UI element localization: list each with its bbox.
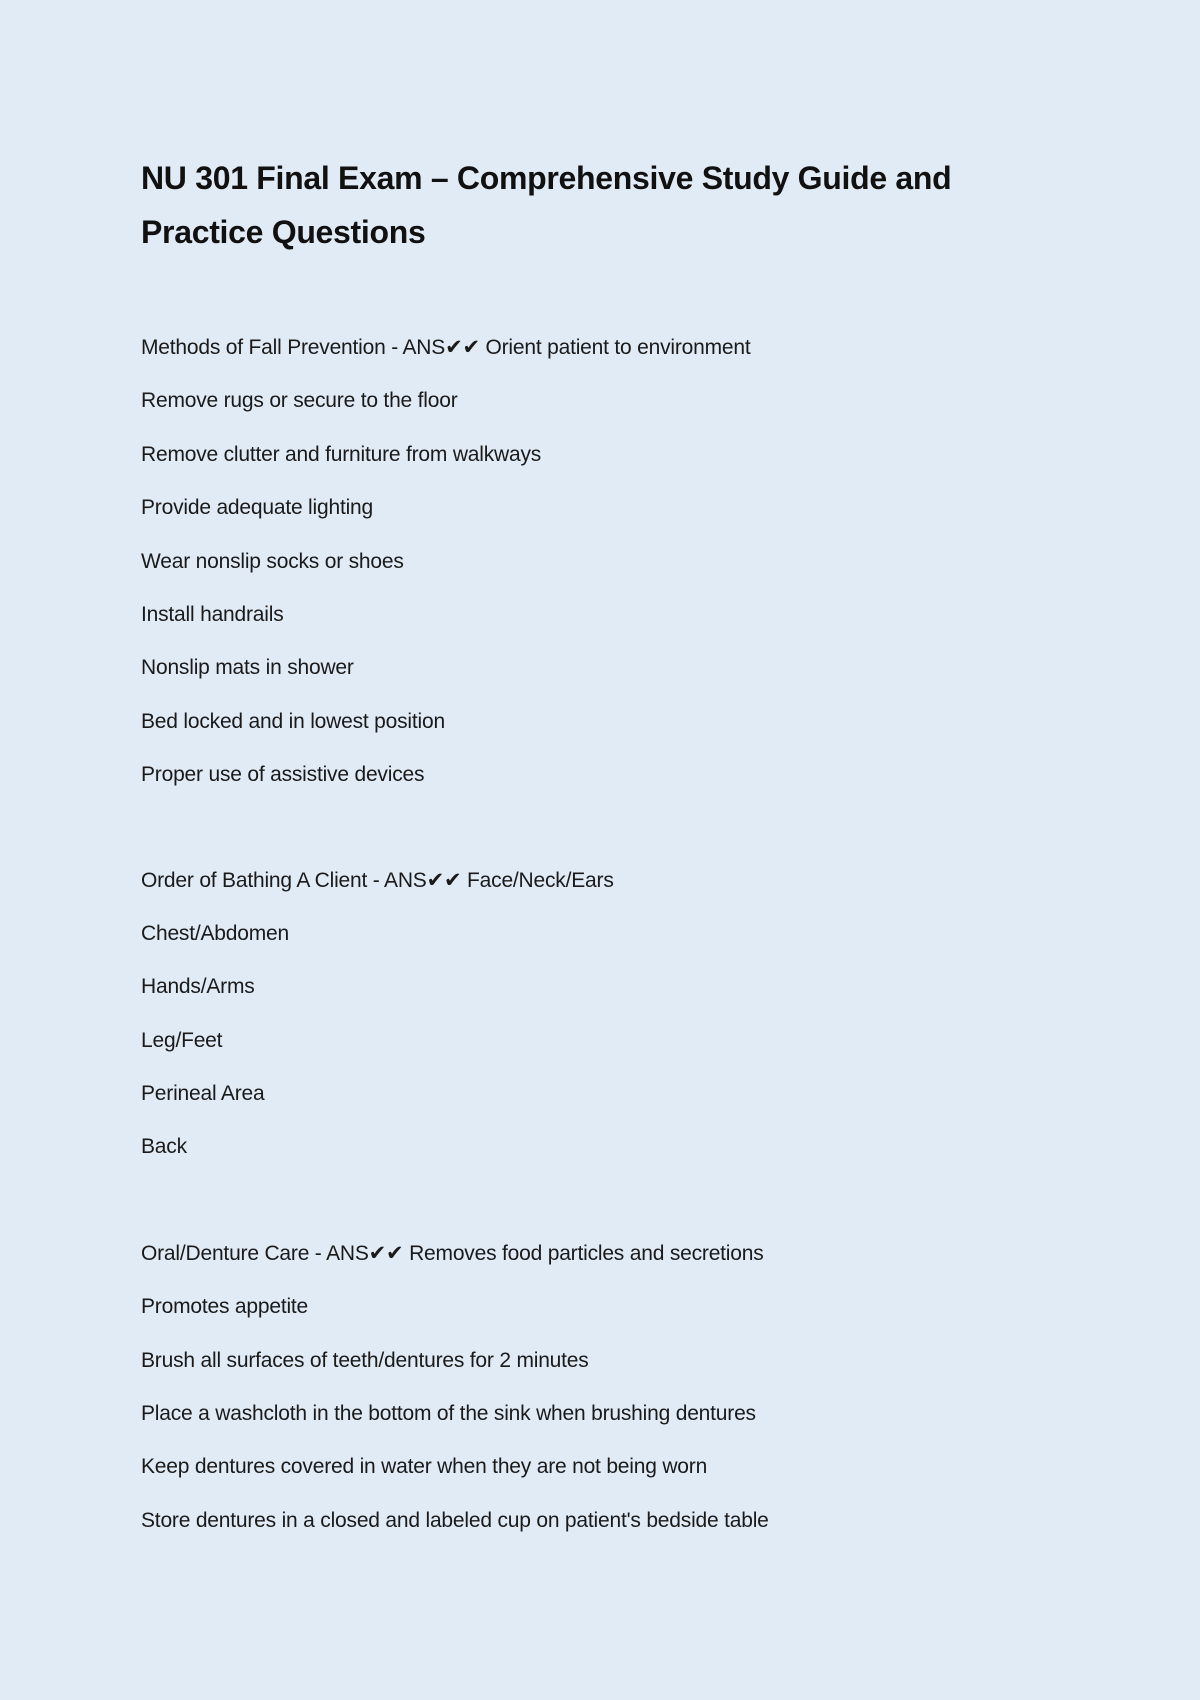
- answer-line: Keep dentures covered in water when they are not being worn: [141, 1455, 708, 1479]
- answer-line: Store dentures in a closed and labeled cup on patient's bedside table: [141, 1508, 769, 1532]
- answer-line: Chest/Abdomen: [141, 921, 289, 945]
- question-line: Methods of Fall Prevention - ANS✔✔ Orient patient to environment: [141, 336, 751, 359]
- answer-line: Wear nonslip socks or shoes: [141, 549, 404, 573]
- section-bathing-order: [141, 854, 1080, 1174]
- answer-line: Place a washcloth in the bottom of the sink when brushing dentures: [141, 1402, 756, 1426]
- question-line: Order of Bathing A Client - ANS✔✔ Face/Neck/Ears: [141, 868, 614, 892]
- answer-line: Proper use of assistive devices: [141, 763, 425, 787]
- answer-line: Leg/Feet: [141, 1028, 223, 1052]
- answer-line: Brush all surfaces of teeth/dentures for 2 minutes: [141, 1348, 589, 1372]
- section-oral-denture-care: [141, 1227, 1080, 1547]
- answer-line: Promotes appetite: [141, 1295, 309, 1319]
- answer-line: Remove clutter and furniture from walkways: [141, 442, 542, 466]
- section-fall-prevention: [141, 321, 1080, 802]
- answer-line: Remove rugs or secure to the floor: [141, 389, 458, 413]
- document-title: NU 301 Final Exam – Comprehensive Study Guide and Practice Questions: [141, 160, 952, 250]
- answer-line: Install handrails: [141, 602, 284, 626]
- answer-line: Bed locked and in lowest position: [141, 709, 445, 733]
- question-line: Oral/Denture Care - ANS✔✔ Removes food particles and secretions: [141, 1241, 764, 1265]
- answer-line: Hands/Arms: [141, 975, 255, 999]
- answer-line: Back: [141, 1135, 187, 1159]
- answer-line: Perineal Area: [141, 1082, 265, 1106]
- answer-line: Nonslip mats in shower: [141, 656, 354, 680]
- answer-line: Provide adequate lighting: [141, 496, 374, 520]
